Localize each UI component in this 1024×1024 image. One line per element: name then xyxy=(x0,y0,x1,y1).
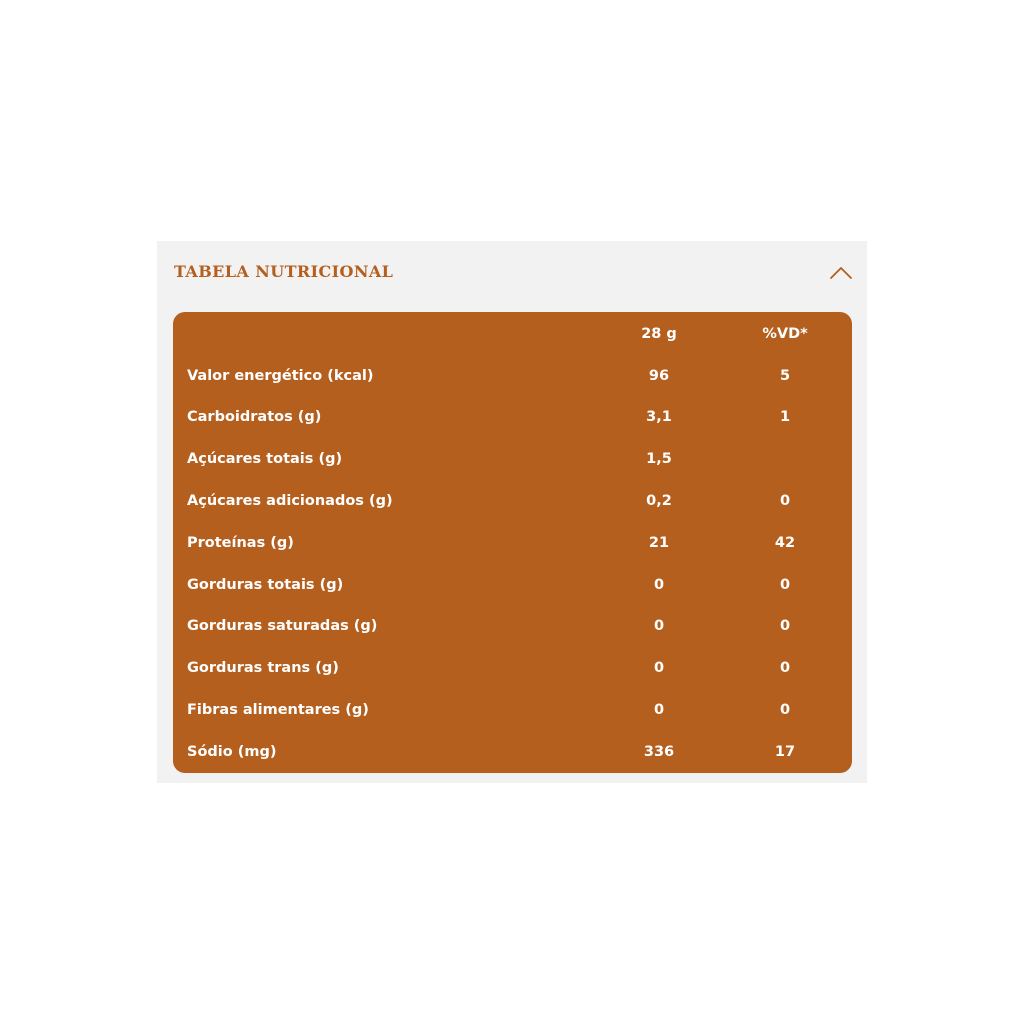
nutrient-label: Gorduras trans (g) xyxy=(187,660,339,676)
nutrient-label: Açúcares adicionados (g) xyxy=(187,493,393,509)
nutrient-amount: 0 xyxy=(653,577,665,593)
nutrient-label: Gorduras saturadas (g) xyxy=(187,618,378,634)
nutrient-vd: 0 xyxy=(779,618,791,634)
nutrient-vd: 0 xyxy=(779,493,791,509)
nutrient-amount: 0,2 xyxy=(646,493,672,509)
table-row xyxy=(173,405,852,429)
nutrient-vd: 1 xyxy=(779,409,791,425)
nutrition-table xyxy=(173,312,852,773)
table-row xyxy=(173,698,852,722)
table-row xyxy=(173,573,852,597)
nutrient-label: Sódio (mg) xyxy=(187,744,277,760)
table-row xyxy=(173,447,852,471)
panel-title: TABELA NUTRICIONAL xyxy=(174,262,394,281)
table-row xyxy=(173,531,852,555)
nutrient-vd: 5 xyxy=(779,368,791,384)
nutrient-amount: 1,5 xyxy=(646,451,672,467)
chevron-up-icon[interactable] xyxy=(829,265,853,281)
table-row xyxy=(173,740,852,764)
table-row xyxy=(173,614,852,638)
nutrient-label: Açúcares totais (g) xyxy=(187,451,343,467)
nutrient-amount: 21 xyxy=(648,535,670,551)
nutrition-panel xyxy=(157,241,867,783)
nutrient-label: Valor energético (kcal) xyxy=(187,368,374,384)
table-header-row xyxy=(173,322,852,346)
nutrient-amount: 3,1 xyxy=(646,409,672,425)
table-row xyxy=(173,656,852,680)
nutrient-vd: 0 xyxy=(779,660,791,676)
nutrient-label: Proteínas (g) xyxy=(187,535,294,551)
nutrient-amount: 0 xyxy=(653,618,665,634)
nutrient-amount: 336 xyxy=(643,744,675,760)
table-row xyxy=(173,364,852,388)
nutrient-label: Gorduras totais (g) xyxy=(187,577,344,593)
nutrient-amount: 0 xyxy=(653,702,665,718)
nutrient-label: Carboidratos (g) xyxy=(187,409,322,425)
nutrient-amount: 0 xyxy=(653,660,665,676)
nutrition-panel-header[interactable] xyxy=(157,241,867,309)
header-amount: 28 g xyxy=(641,326,677,342)
nutrient-vd: 0 xyxy=(779,577,791,593)
nutrient-label: Fibras alimentares (g) xyxy=(187,702,369,718)
nutrient-vd: 17 xyxy=(774,744,796,760)
nutrient-vd: 0 xyxy=(779,702,791,718)
nutrient-vd: 42 xyxy=(774,535,796,551)
table-row xyxy=(173,489,852,513)
header-vd: %VD* xyxy=(762,326,808,342)
nutrient-amount: 96 xyxy=(648,368,670,384)
